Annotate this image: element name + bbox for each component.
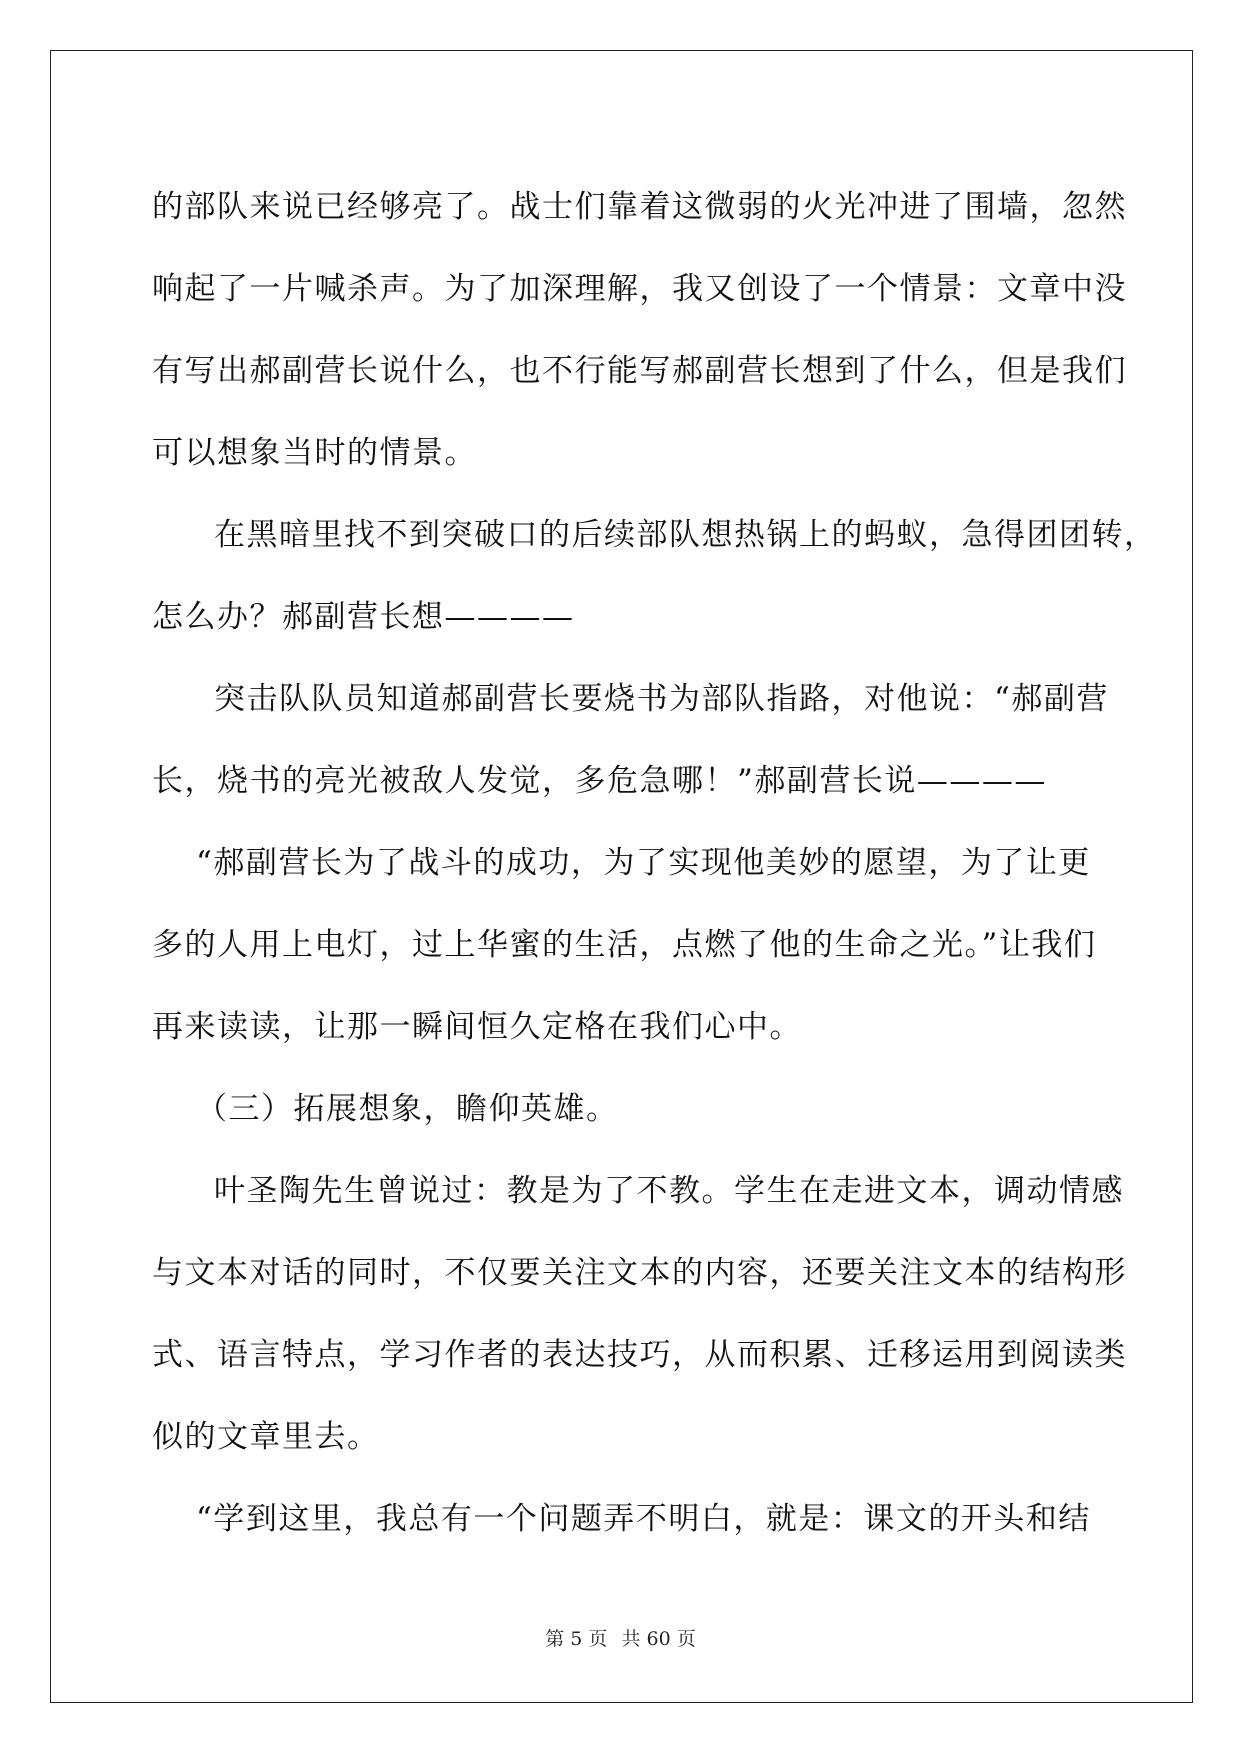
page-number: 第 5 页 <box>545 1628 608 1650</box>
heading-line: （三）拓展想象，瞻仰英雄。 <box>196 1091 619 1127</box>
text-line: 叶圣陶先生曾说过：教是为了不教。学生在走进文本，调动情感 <box>214 1173 1124 1209</box>
text-line: 怎么办？郝副营长想———— <box>152 599 575 635</box>
text-line: 响起了一片喊杀声。为了加深理解，我又创设了一个情景：文章中没 <box>152 271 1127 307</box>
text-line: 的部队来说已经够亮了。战士们靠着这微弱的火光冲进了围墙，忽然 <box>152 189 1127 225</box>
page-total: 共 60 页 <box>621 1628 696 1650</box>
text-line: 与文本对话的同时，不仅要关注文本的内容，还要关注文本的结构形 <box>152 1255 1127 1291</box>
page-footer <box>0 1624 1241 1651</box>
paragraph-2 <box>152 494 1157 658</box>
text-line: 似的文章里去。 <box>152 1419 380 1455</box>
text-line: 多的人用上电灯，过上华蜜的生活，点燃了他的生命之光。”让我们 <box>152 927 1097 963</box>
paragraph-3 <box>152 658 1109 822</box>
text-line: 在黑暗里找不到突破口的后续部队想热锅上的蚂蚁，急得团团转， <box>214 517 1157 553</box>
paragraph-7 <box>152 1478 1102 1560</box>
text-line: 突击队队员知道郝副营长要烧书为部队指路，对他说：“郝副营 <box>214 681 1109 717</box>
paragraph-4 <box>152 822 1102 1068</box>
text-line: 再来读读，让那一瞬间恒久定格在我们心中。 <box>152 1009 802 1045</box>
text-line: 有写出郝副营长说什么，也不行能写郝副营长想到了什么，但是我们 <box>152 353 1127 389</box>
text-line: 式、语言特点，学习作者的表达技巧，从而积累、迁移运用到阅读类 <box>152 1337 1127 1373</box>
paragraph-6 <box>152 1150 1127 1478</box>
text-line: 长，烧书的亮光被敌人发觉，多危急哪！”郝副营长说———— <box>152 763 1047 799</box>
text-line: “郝副营长为了战斗的成功，为了实现他美妙的愿望，为了让更 <box>196 845 1091 881</box>
paragraph-1 <box>152 166 1127 494</box>
document-body <box>152 166 1157 1560</box>
text-line: “学到这里，我总有一个问题弄不明白，就是：课文的开头和结 <box>196 1501 1091 1537</box>
section-heading <box>152 1068 1102 1150</box>
text-line: 可以想象当时的情景。 <box>152 435 477 471</box>
